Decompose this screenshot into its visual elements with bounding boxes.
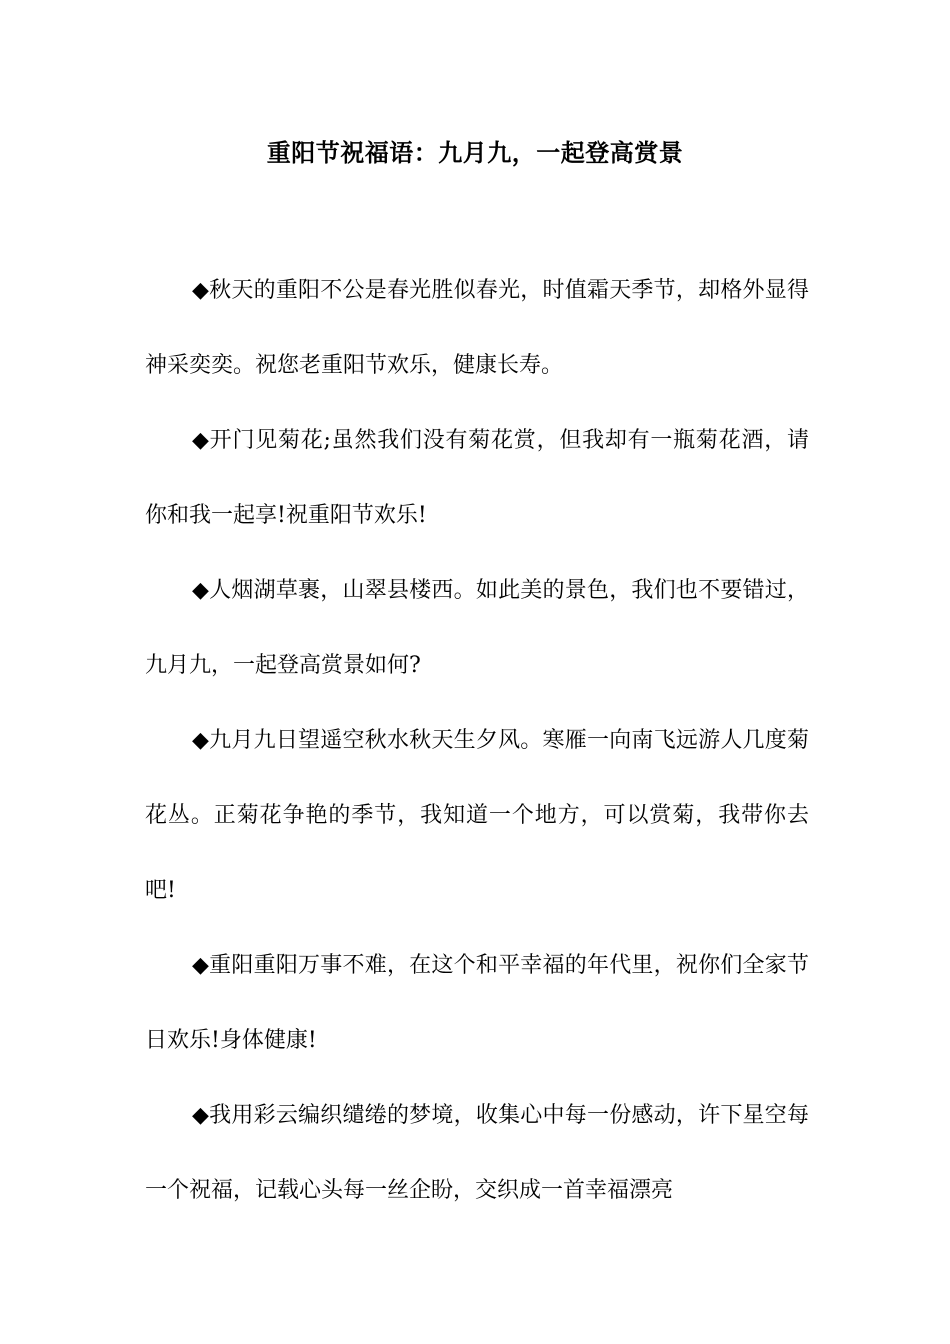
paragraph-5: ◆重阳重阳万事不难，在这个和平幸福的年代里，祝你们全家节日欢乐!身体健康! [145, 953, 809, 1053]
paragraph-4: ◆九月九日望遥空秋水秋天生夕风。寒雁一向南飞远游人几度菊花丛。正菊花争艳的季节，我知道一个地方，可以赏菊，我带你去吧! [145, 728, 809, 903]
document-title: 重阳节祝福语：九月九，一起登高赏景 [266, 138, 684, 167]
document-body [145, 253, 809, 1228]
paragraph-2: ◆开门见菊花;虽然我们没有菊花赏，但我却有一瓶菊花酒，请你和我一起享!祝重阳节欢乐! [145, 428, 809, 528]
paragraph-6: ◆我用彩云编织缱绻的梦境，收集心中每一份感动，许下星空每一个祝福，记载心头每一丝企盼，交织成一首幸福漂亮 [145, 1103, 809, 1203]
paragraph-1: ◆秋天的重阳不公是春光胜似春光，时值霜天季节，却格外显得神采奕奕。祝您老重阳节欢乐，健康长寿。 [145, 278, 809, 378]
paragraph-3: ◆人烟湖草裹，山翠县楼西。如此美的景色，我们也不要错过，九月九，一起登高赏景如何? [145, 578, 809, 678]
